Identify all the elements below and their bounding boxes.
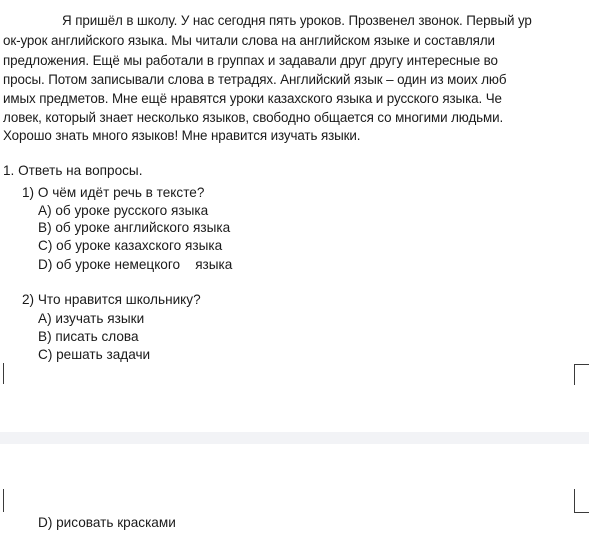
crop-corner-bottom-left bbox=[0, 489, 4, 512]
question-1-option-d: D) об уроке немецкого языка bbox=[38, 257, 233, 272]
text-line-7: Хорошо знать много языков! Мне нравится изучать языки. bbox=[3, 128, 361, 143]
question-2-option-c: С) решать задачи bbox=[38, 347, 151, 362]
crop-corner-top-left bbox=[0, 363, 4, 384]
crop-corner-bottom-right bbox=[574, 489, 589, 513]
text-line-6: ловек, который знает несколько языков, свободно общается со многими людьми. bbox=[3, 110, 504, 125]
text-line-3: предложения. Ещё мы работали в группах и задавали друг другу интересные во bbox=[3, 53, 498, 68]
question-1-option-b: В) об уроке английского языка bbox=[38, 220, 231, 235]
crop-corner-top-right bbox=[574, 364, 589, 385]
text-line-2: ок-урок английского языка. Мы читали слова на английском языке и составляли bbox=[3, 33, 495, 48]
question-2: 2) Что нравится школьнику? bbox=[22, 292, 201, 307]
page-gap-band bbox=[0, 432, 589, 444]
question-1-option-c: С) об уроке казахского языка bbox=[38, 238, 223, 253]
question-2-option-d: D) рисовать красками bbox=[38, 515, 176, 530]
text-line-5: имых предметов. Мне ещё нравятся уроки казахского языка и русского языка. Че bbox=[3, 91, 502, 106]
question-1-option-a: А) об уроке русского языка bbox=[38, 203, 209, 218]
question-2-option-b: В) писать слова bbox=[38, 329, 139, 344]
question-2-option-a: А) изучать языки bbox=[38, 311, 145, 326]
text-line-4: просы. Потом записывали слова в тетрадях. Английский язык – один из моих люб bbox=[3, 72, 507, 87]
text-line-1: Я пришёл в школу. У нас сегодня пять уроков. Прозвенел звонок. Первый ур bbox=[62, 13, 532, 28]
task-heading: 1. Ответь на вопросы. bbox=[3, 163, 143, 178]
question-1: 1) О чём идёт речь в тексте? bbox=[22, 185, 205, 200]
